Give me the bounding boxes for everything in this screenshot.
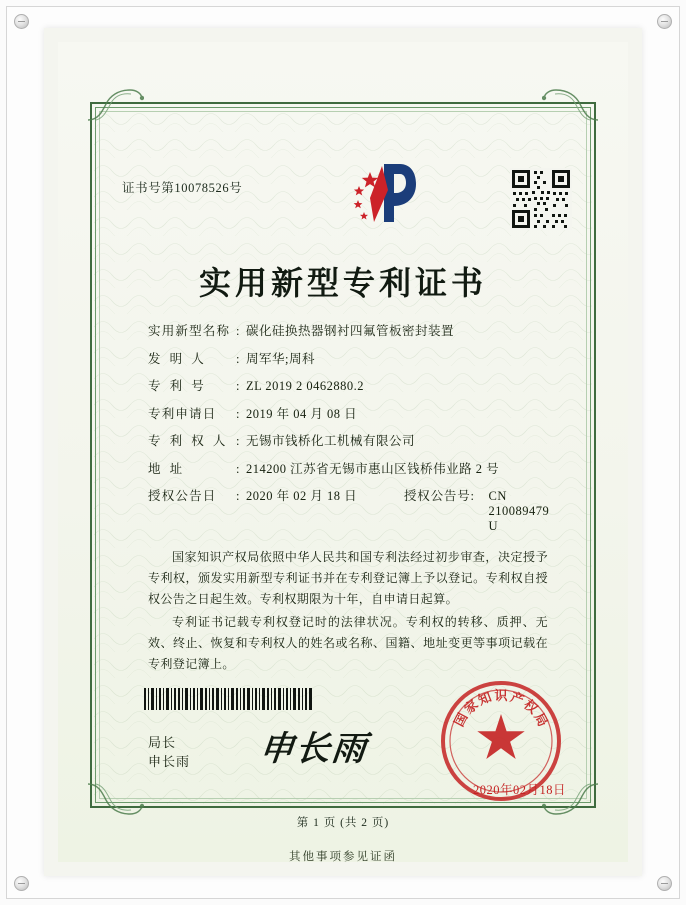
field-row-address: [148, 462, 548, 477]
field-colon-grant-publication-number: :: [470, 489, 474, 503]
signature-label-line1: 局长: [148, 735, 177, 750]
screw-top-left: [14, 14, 29, 29]
certificate-paper: [44, 28, 642, 876]
svg-text:产: 产: [508, 690, 526, 709]
screw-top-right: [657, 14, 672, 29]
field-colon-grant-date: :: [236, 489, 240, 503]
field-value-patentee: 无锡市钱桥化工机械有限公司: [246, 434, 416, 448]
corner-ornament-bottom-left: [86, 782, 144, 818]
field-label-application-date: 专利申请日: [148, 406, 217, 421]
field-label-inventor: 发 明 人: [148, 351, 207, 366]
footnote: 其他事项参见证函: [289, 851, 397, 863]
handwritten-signature: 申长雨: [257, 729, 370, 769]
field-value-name: 碳化硅换热器钢衬四氟管板密封装置: [246, 324, 455, 338]
page-indicator: 第 1 页 (共 2 页): [296, 817, 390, 829]
field-colon-address: :: [236, 461, 240, 476]
field-row-inventor: [148, 352, 548, 367]
field-label-name: 实用新型名称: [148, 324, 231, 338]
field-colon-name: :: [236, 324, 240, 338]
svg-text:识: 识: [494, 689, 508, 704]
field-value-application-date: 2019 年 04 月 08 日: [246, 406, 358, 421]
field-colon-patentee: :: [236, 434, 240, 448]
field-value-address: 214200 江苏省无锡市惠山区钱桥伟业路 2 号: [246, 461, 500, 476]
certificate-number: 证书号第10078526号: [122, 181, 243, 195]
field-label-patentee: 专 利 权 人: [148, 434, 229, 448]
qr-code-icon: [510, 168, 572, 230]
screw-bottom-right: [657, 876, 672, 891]
corner-ornament-top-right: [542, 86, 600, 122]
patent-emblem-icon: [344, 160, 428, 226]
screw-bottom-left: [14, 876, 29, 891]
field-row-name: [148, 324, 548, 339]
body-paragraph-1: 国家知识产权局依照中华人民共和国专利法经过初步审查，决定授予专利权，颁发实用新型专利证书并在专利登记簿上予以登记。专利权自授权公告之日起生效。专利权期限为十年，自申请日起算。: [148, 550, 548, 606]
body-text: [148, 547, 548, 677]
corner-ornament-top-left: [86, 86, 144, 122]
field-colon-inventor: :: [236, 351, 240, 366]
field-label-patent-number: 专 利 号: [148, 379, 207, 393]
signature-label: [148, 734, 190, 772]
seal-date: 2020年02月18日: [472, 783, 566, 797]
field-colon-patent-number: :: [236, 379, 240, 393]
body-paragraph-2: 专利证书记载专利权登记时的法律状况。专利权的转移、质押、无效、终止、恢复和专利权人的姓名或名称、国籍、地址变更等事项记载在专利登记簿上。: [148, 615, 548, 671]
field-row-patent-number: [148, 379, 548, 394]
svg-text:国: 国: [452, 710, 472, 730]
field-row-grant: [148, 489, 548, 534]
field-value-grant-date: 2020 年 02 月 18 日: [246, 489, 358, 503]
field-list: [148, 324, 548, 547]
svg-text:局: 局: [530, 710, 550, 730]
svg-text:家: 家: [461, 697, 482, 718]
field-row-application-date: [148, 407, 548, 422]
page-title: 实用新型专利证书: [198, 264, 487, 302]
barcode-icon: [144, 688, 312, 710]
svg-text:知: 知: [476, 690, 494, 709]
field-label-grant-date: 授权公告日: [148, 489, 217, 503]
field-colon-application-date: :: [236, 406, 240, 421]
field-value-inventor: 周军华;周科: [246, 351, 315, 366]
field-label-address: 地 址: [148, 461, 186, 476]
field-row-patentee: [148, 434, 548, 449]
field-value-grant-publication-number: CN 210089479 U: [488, 489, 550, 533]
field-value-patent-number: ZL 2019 2 0462880.2: [246, 379, 365, 393]
field-label-grant-publication-number: 授权公告号: [404, 489, 471, 503]
signature-label-line2: 申长雨: [148, 753, 191, 769]
svg-text:权: 权: [520, 697, 541, 718]
